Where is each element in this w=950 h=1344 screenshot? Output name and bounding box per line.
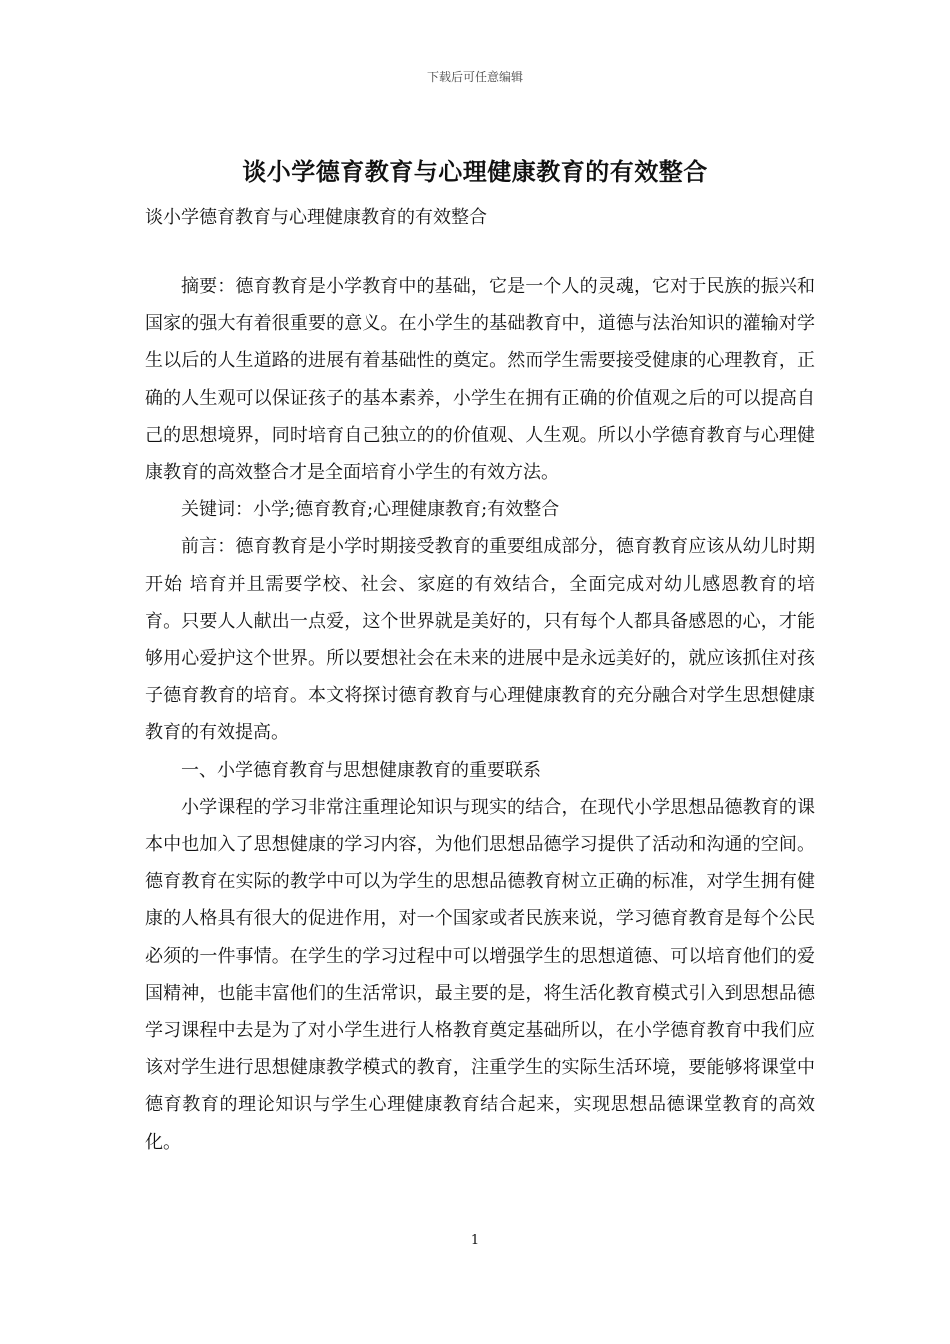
page-number: 1 bbox=[470, 1233, 480, 1248]
page-header: 下载后可任意编辑 bbox=[426, 70, 523, 84]
document-subtitle: 谈小学德育教育与心理健康教育的有效整合 bbox=[145, 207, 487, 228]
section-paragraph: 小学课程的学习非常注重理论知识与现实的结合，在现代小学思想品德教育的课本中也加入了思想健康的学习内容，为他们思想品德学习提供了活动和沟通的空间。德育教育在实际的教学中可以为学生的思想品德教育树立正确的标准，对学生拥有健康的人格具有很大的促进作用，对一个国家或者民族来说，学习德育教育是每个公民必须的一件事情。在学生的学习过程中可以增强学生的思想道德、可以培育他们的爱国精神，也能丰富他们的生活常识，最主要的是，将生活化教育模式引入到思想品德学习课程中去是为了对小学生进行人格教育奠定基础所以，在小学德育教育中我们应该对学生进行思想健康教学模式的教育，注重学生的实际生活环境，要能够将课堂中德育教育的理论知识与学生心理健康教育结合起来，实现思想品德课堂教育的高效化。 bbox=[145, 796, 815, 1153]
section-heading: 一、小学德育教育与思想健康教育的重要联系 bbox=[181, 759, 541, 781]
keywords-paragraph: 关键词：小学;德育教育;心理健康教育;有效整合 bbox=[181, 499, 560, 521]
preface-paragraph: 前言：德育教育是小学时期接受教育的重要组成部分，德育教育应该从幼儿时期开始 培育并且需要学校、社会、家庭的有效结合，全面完成对幼儿感恩教育的培育。只要人人献出一点爱，这个世界就是美好的，只有每个人都具备感恩的心，才能够用心爱护这个世界。所以要想社会在未来的进展中是永远美好的，就应该抓住对孩子德育教育的培育。本文将探讨德育教育与心理健康教育的充分融合对学生思想健康教育的有效提高。 bbox=[145, 536, 815, 744]
abstract-paragraph: 摘要：德育教育是小学教育中的基础，它是一个人的灵魂，它对于民族的振兴和国家的强大有着很重要的意义。在小学生的基础教育中，道德与法治知识的灌输对学生以后的人生道路的进展有着基础性的奠定。然而学生需要接受健康的心理教育，正确的人生观可以保证孩子的基本素养，小学生在拥有正确的价值观之后的可以提高自己的思想境界，同时培育自己独立的的价值观、人生观。所以小学德育教育与心理健康教育的高效整合才是全面培育小学生的有效方法。 bbox=[145, 276, 815, 484]
document-body bbox=[145, 268, 815, 1161]
document-title: 谈小学德育教育与心理健康教育的有效整合 bbox=[242, 157, 708, 186]
